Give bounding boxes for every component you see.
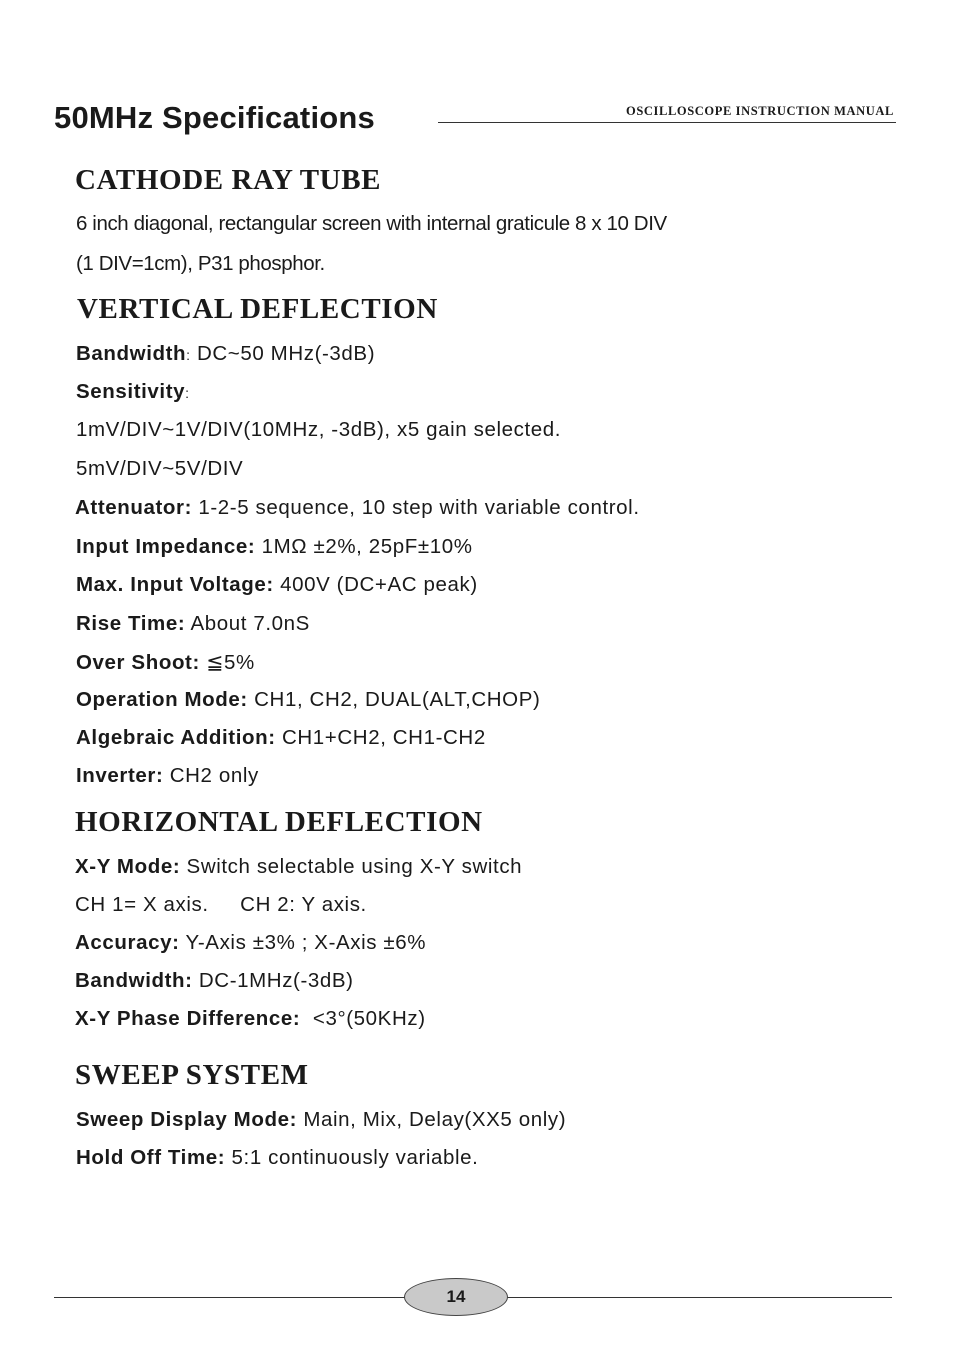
spec-label: Bandwidth: (75, 969, 193, 992)
spec-label: Hold Off Time: (76, 1146, 226, 1169)
crt-description-line-1: 6 inch diagonal, rectangular screen with internal graticule 8 x 10 DIV (76, 212, 667, 235)
spec-max-input-voltage (76, 573, 478, 597)
spec-xy-mode (75, 855, 522, 879)
spec-algebraic-addition (76, 726, 486, 750)
spec-operation-mode (76, 688, 540, 712)
spec-label: Over Shoot: (76, 651, 200, 674)
spec-sensitivity-line-1: 1mV/DIV~1V/DIV(10MHz, -3dB), x5 gain selected. (76, 418, 562, 441)
spec-vertical-bandwidth (76, 342, 375, 366)
page-number-badge: 14 (404, 1278, 508, 1316)
manual-label: OSCILLOSCOPE INSTRUCTION MANUAL (626, 104, 894, 118)
section-heading-vertical: VERTICAL DEFLECTION (77, 293, 438, 325)
section-heading-crt: CATHODE RAY TUBE (75, 164, 382, 196)
spec-label: Accuracy: (75, 931, 180, 954)
spec-label: Attenuator: (75, 496, 193, 519)
spec-value: CH2 only (169, 764, 259, 787)
spec-label: Bandwidth (76, 342, 187, 365)
spec-input-impedance (76, 535, 473, 559)
section-heading-sweep: SWEEP SYSTEM (75, 1059, 309, 1091)
spec-sweep-display-mode (76, 1108, 566, 1132)
label-colon: : (186, 347, 191, 363)
spec-attenuator (75, 496, 640, 520)
spec-label: Algebraic Addition: (76, 726, 276, 749)
spec-value: <3°(50KHz) (312, 1007, 426, 1030)
spec-sensitivity-line-2: 5mV/DIV~5V/DIV (76, 457, 244, 480)
spec-value: 400V (DC+AC peak) (280, 573, 478, 596)
spec-rise-time (76, 612, 310, 636)
page-title: 50MHz Specifications (54, 100, 375, 135)
spec-label: Inverter: (76, 764, 164, 787)
spec-sensitivity (76, 380, 190, 404)
spec-label: Sensitivity (76, 380, 186, 403)
spec-value: DC~50 MHz(-3dB) (196, 342, 376, 365)
spec-value: Main, Mix, Delay(XX5 only) (303, 1108, 567, 1131)
spec-value: About 7.0nS (190, 612, 310, 635)
spec-xy-phase-difference (75, 1007, 426, 1031)
spec-value: CH1+CH2, CH1-CH2 (282, 726, 486, 749)
spec-label: X-Y Phase Difference: (75, 1007, 301, 1030)
spec-value: ≦5% (206, 651, 255, 674)
header-rule (438, 122, 896, 123)
spec-value: DC-1MHz(-3dB) (198, 969, 354, 992)
spec-hold-off-time (76, 1146, 478, 1170)
spec-label: Max. Input Voltage: (76, 573, 274, 596)
spec-accuracy (75, 931, 426, 955)
spec-value: CH1, CH2, DUAL(ALT,CHOP) (254, 688, 541, 711)
page-header (54, 96, 896, 140)
spec-over-shoot (76, 650, 255, 675)
spec-label: Sweep Display Mode: (76, 1108, 298, 1131)
spec-label: Input Impedance: (76, 535, 256, 558)
spec-label: Operation Mode: (76, 688, 248, 711)
spec-value: 1-2-5 sequence, 10 step with variable control. (198, 496, 640, 519)
spec-horizontal-bandwidth (75, 969, 354, 993)
crt-description-line-2: (1 DIV=1cm), P31 phosphor. (76, 252, 325, 275)
spec-label: Rise Time: (76, 612, 186, 635)
spec-axis-assignment: CH 1= X axis. CH 2: Y axis. (75, 893, 367, 916)
spec-value: 1MΩ ±2%, 25pF±10% (261, 535, 473, 558)
section-heading-horizontal: HORIZONTAL DEFLECTION (75, 806, 483, 838)
spec-value: Y-Axis ±3% ; X-Axis ±6% (185, 931, 427, 954)
spec-label: X-Y Mode: (75, 855, 181, 878)
label-colon: : (185, 385, 190, 401)
spec-value: Switch selectable using X-Y switch (186, 855, 523, 878)
spec-inverter (76, 764, 259, 788)
spec-value: 5:1 continuously variable. (231, 1146, 479, 1169)
